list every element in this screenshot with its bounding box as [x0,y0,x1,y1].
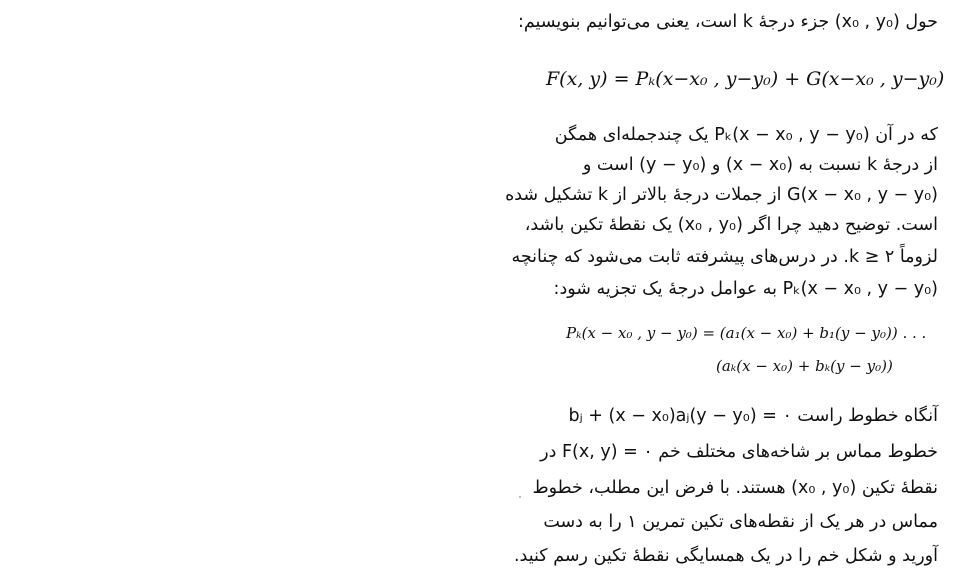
paragraph3-line1: آنگاه خطوط راست ۰ = (y − y₀)bⱼ + (x − x₀)aⱼ [568,406,938,426]
paragraph3-line5: آورید و شکل خم را در یک همسایگی نقطهٔ تکین رسم کنید. [513,546,938,566]
equation-factorization-line2: (aₖ(x − x₀) + bₖ(y − y₀)) [716,357,893,375]
paragraph1-line1: حول (x₀ , y₀) جزء درجهٔ k است، یعنی می‌توانیم بنویسیم: [517,12,938,32]
paragraph3-line2: خطوط مماس بر شاخه‌های مختلف خم ۰ = F(x, y) در [540,442,938,462]
paragraph2-line5: لزوماً k ≥ ۲. در درس‌های پیشرفته ثابت می‌شود که چنانچه [511,247,938,267]
equation-decomposition: F(x, y) = Pₖ(x−x₀ , y−y₀) + G(x−x₀ , y−y₀) [546,68,945,90]
paragraph2-line4: است. توضیح دهید چرا اگر (x₀ , y₀) یک نقطهٔ تکین باشد، [524,215,938,235]
paragraph3-line4: مماس در هر یک از نقطه‌های تکین تمرین ۱ را به دست [543,512,938,532]
equation-factorization-line1: Pₖ(x − x₀ , y − y₀) = (a₁(x − x₀) + b₁(y − y₀)) . . . [566,324,927,342]
paragraph2-line2: از درجهٔ k نسبت به (x − x₀) و (y − y₀) است و [582,155,938,175]
paragraph2-line3: (x − x₀ , y − y₀)G از جملات درجهٔ بالاتر از k تشکیل شده [505,185,938,205]
paragraph2-line1: که در آن (x − x₀ , y − y₀)Pₖ یک چندجمله‌ای همگن [554,125,938,145]
paragraph2-line6: (x − x₀ , y − y₀)Pₖ به عوامل درجهٔ یک تجزیه شود: [553,279,938,299]
paragraph3-line3: نقطهٔ تکین (x₀ , y₀) هستند. با فرض این مطلب، خطوط [532,478,938,498]
scan-speck [519,496,521,498]
